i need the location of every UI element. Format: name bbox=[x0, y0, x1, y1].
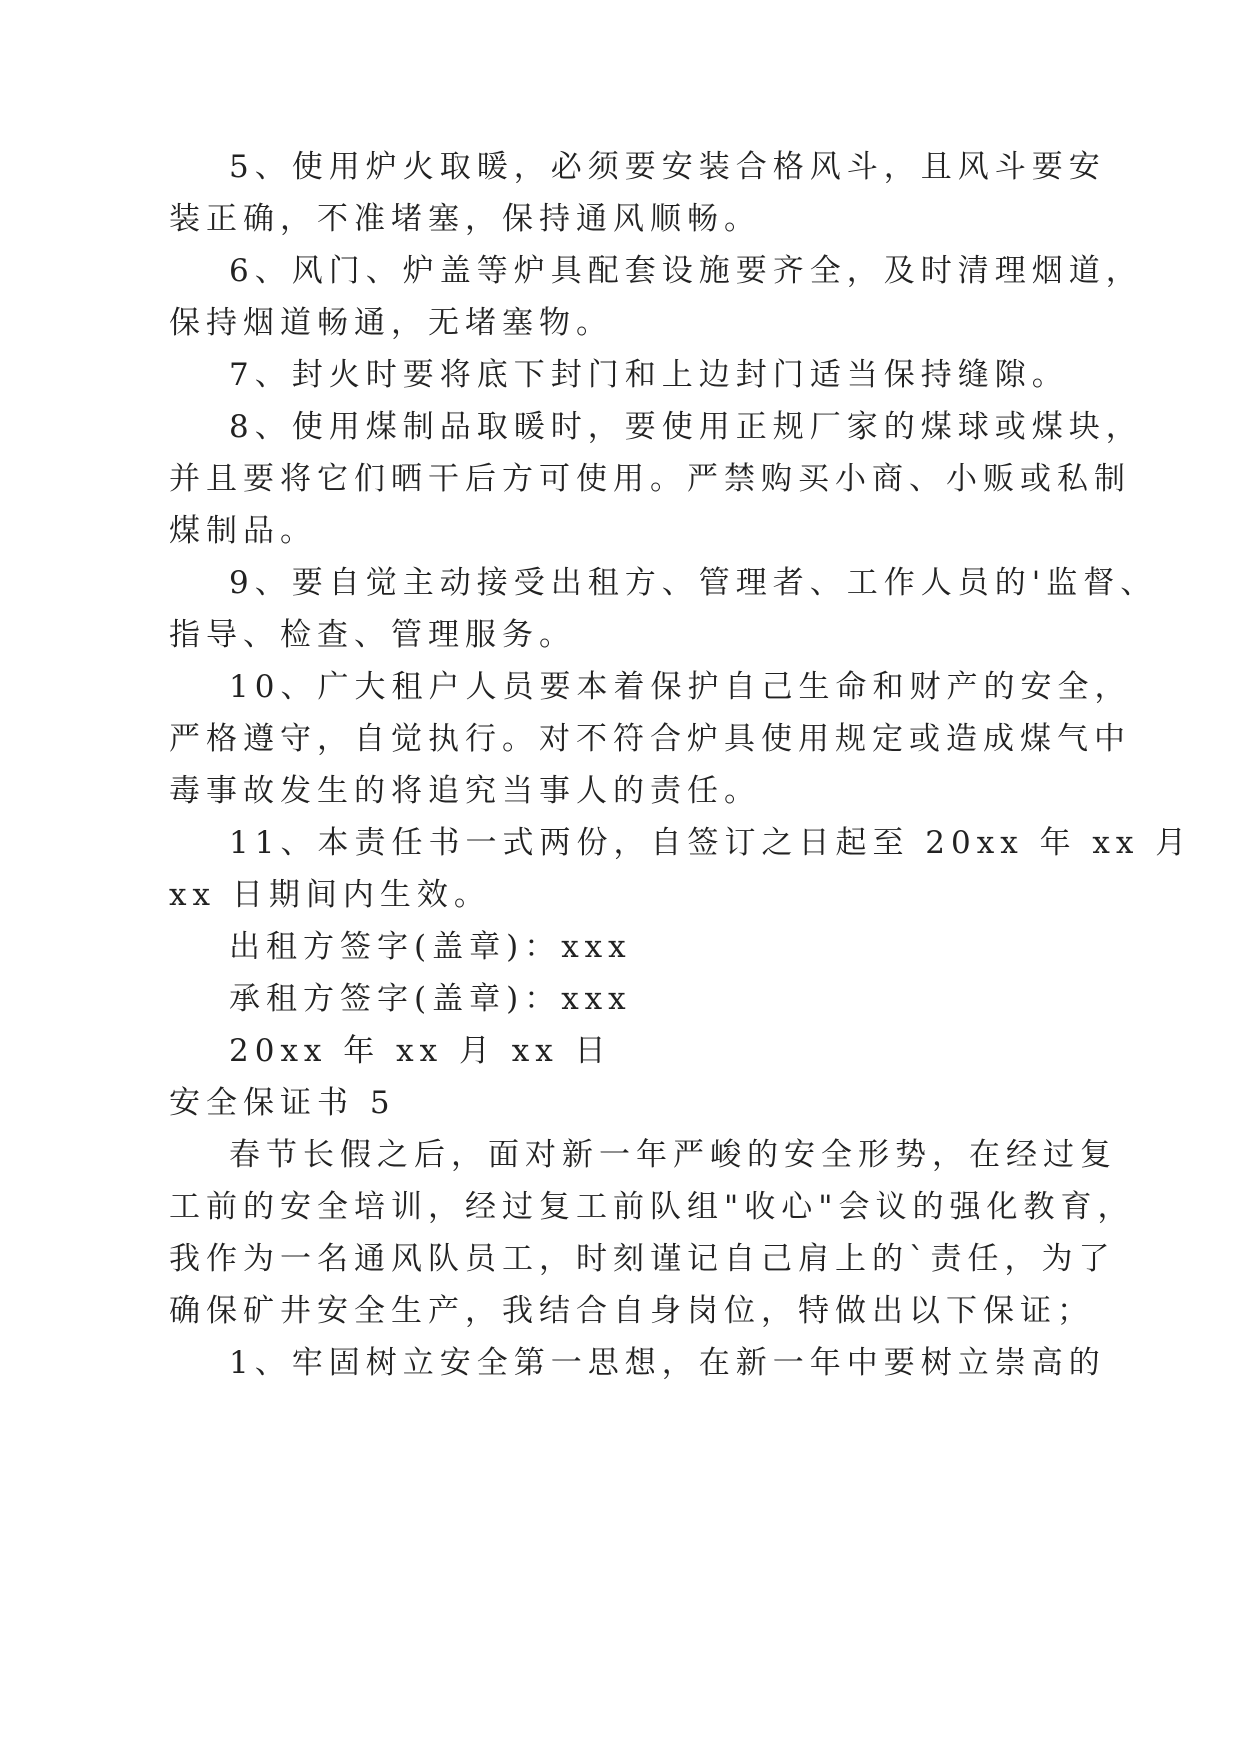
paragraph-11-line-1: 11、本责任书一式两份，自签订之日起至 20xx 年 xx 月 bbox=[229, 825, 1193, 861]
lessor-signature: 出租方签字(盖章)：xxx bbox=[229, 929, 632, 965]
paragraph-6-line-2: 保持烟道畅通，无堵塞物。 bbox=[169, 305, 613, 341]
paragraph-11-line-2: xx 日期间内生效。 bbox=[169, 877, 491, 913]
paragraph-10-line-1: 10、广大租户人员要本着保护自己生命和财产的安全， bbox=[229, 669, 1132, 705]
paragraph-6-line-1: 6、风门、炉盖等炉具配套设施要齐全，及时清理烟道， bbox=[229, 253, 1143, 289]
intro-paragraph-line-2: 工前的安全培训，经过复工前队组"收心"会议的强化教育， bbox=[169, 1189, 1135, 1225]
paragraph-5-line-1: 5、使用炉火取暖，必须要安装合格风斗，且风斗要安 bbox=[229, 149, 1106, 185]
section-heading: 安全保证书 5 bbox=[169, 1085, 396, 1121]
paragraph-10-line-3: 毒事故发生的将追究当事人的责任。 bbox=[169, 773, 761, 809]
lessee-signature: 承租方签字(盖章)：xxx bbox=[229, 981, 632, 1017]
paragraph-8-line-1: 8、使用煤制品取暖时，要使用正规厂家的煤球或煤块， bbox=[229, 409, 1143, 445]
paragraph-9-line-2: 指导、检查、管理服务。 bbox=[169, 617, 576, 653]
pledge-item-1-line-1: 1、牢固树立安全第一思想，在新一年中要树立崇高的 bbox=[229, 1345, 1106, 1381]
paragraph-8-line-3: 煤制品。 bbox=[169, 513, 317, 549]
paragraph-8-line-2: 并且要将它们晒干后方可使用。严禁购买小商、小贩或私制 bbox=[169, 461, 1131, 497]
paragraph-10-line-2: 严格遵守，自觉执行。对不符合炉具使用规定或造成煤气中 bbox=[169, 721, 1131, 757]
paragraph-9-line-1: 9、要自觉主动接受出租方、管理者、工作人员的'监督、 bbox=[229, 565, 1158, 601]
intro-paragraph-line-4: 确保矿井安全生产，我结合自身岗位，特做出以下保证； bbox=[169, 1293, 1094, 1329]
paragraph-7-line-1: 7、封火时要将底下封门和上边封门适当保持缝隙。 bbox=[229, 357, 1069, 393]
signature-date: 20xx 年 xx 月 xx 日 bbox=[229, 1033, 612, 1069]
intro-paragraph-line-3: 我作为一名通风队员工，时刻谨记自己肩上的`责任，为了 bbox=[169, 1241, 1116, 1277]
intro-paragraph-line-1: 春节长假之后，面对新一年严峻的安全形势，在经过复 bbox=[229, 1137, 1117, 1173]
paragraph-5-line-2: 装正确，不准堵塞，保持通风顺畅。 bbox=[169, 201, 761, 237]
